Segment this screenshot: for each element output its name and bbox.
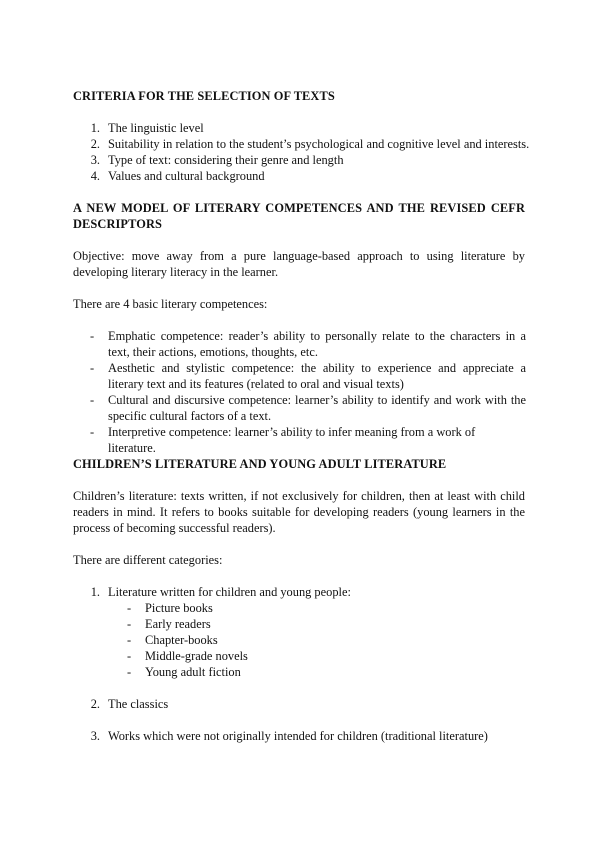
list-number: 1.: [90, 585, 100, 599]
definition-paragraph: Children’s literature: texts written, if not exclusively for children, then at least with child readers in mind. It refers to books suitable for developing readers (young learners in the process of becoming successful readers).: [73, 489, 525, 535]
list-number: 3.: [90, 729, 100, 743]
list-item: Interpretive competence: learner’s ability to infer meaning from a work of literature.: [108, 425, 476, 455]
bullet-dash: -: [127, 633, 132, 647]
bullet-dash: -: [127, 665, 132, 679]
list-item: Emphatic competence: reader’s ability to personally relate to the characters in a text, their actions, emotions, thoughts, etc.: [108, 329, 526, 359]
objective-paragraph: Objective: move away from a pure language-based approach to using literature by developing literary literacy in the learner.: [73, 249, 525, 279]
section-heading-competences-cont: DESCRIPTORS: [73, 217, 163, 231]
competences-intro: There are 4 basic literary competences:: [73, 297, 268, 311]
list-number: 1.: [90, 121, 100, 135]
bullet-dash: -: [90, 393, 95, 407]
list-item: Values and cultural background: [108, 169, 265, 183]
list-item: Suitability in relation to the student’s psychological and cognitive level and interests.: [108, 137, 530, 151]
bullet-dash: -: [127, 617, 132, 631]
bullet-dash: -: [127, 601, 132, 615]
bullet-dash: -: [127, 649, 132, 663]
list-number: 4.: [90, 169, 100, 183]
sub-list-item: Early readers: [145, 617, 211, 631]
bullet-dash: -: [90, 361, 95, 375]
list-item: Type of text: considering their genre and length: [108, 153, 344, 167]
section-heading-criteria: CRITERIA FOR THE SELECTION OF TEXTS: [73, 89, 335, 103]
bullet-dash: -: [90, 329, 95, 343]
list-item: Works which were not originally intended for children (traditional literature): [108, 729, 488, 743]
list-item: The linguistic level: [108, 121, 204, 135]
list-number: 2.: [90, 697, 100, 711]
section-heading-childrens-literature: CHILDREN’S LITERATURE AND YOUNG ADULT LITERATURE: [73, 457, 447, 471]
categories-intro: There are different categories:: [73, 553, 223, 567]
sub-list-item: Middle-grade novels: [145, 649, 248, 663]
bullet-dash: -: [90, 425, 95, 439]
sub-list-item: Chapter-books: [145, 633, 218, 647]
list-item: Aesthetic and stylistic competence: the ability to experience and appreciate a literary text and its features (related to oral and visual texts): [108, 361, 526, 391]
list-item: Cultural and discursive competence: learner’s ability to identify and work with the specific cultural factors of a text.: [108, 393, 526, 423]
sub-list-item: Young adult fiction: [145, 665, 241, 679]
list-number: 2.: [90, 137, 100, 151]
list-item: Literature written for children and young people:: [108, 585, 351, 599]
sub-list-item: Picture books: [145, 601, 213, 615]
list-item: The classics: [108, 697, 169, 711]
section-heading-competences: A NEW MODEL OF LITERARY COMPETENCES AND THE REVISED CEFR: [73, 201, 525, 215]
list-number: 3.: [90, 153, 100, 167]
